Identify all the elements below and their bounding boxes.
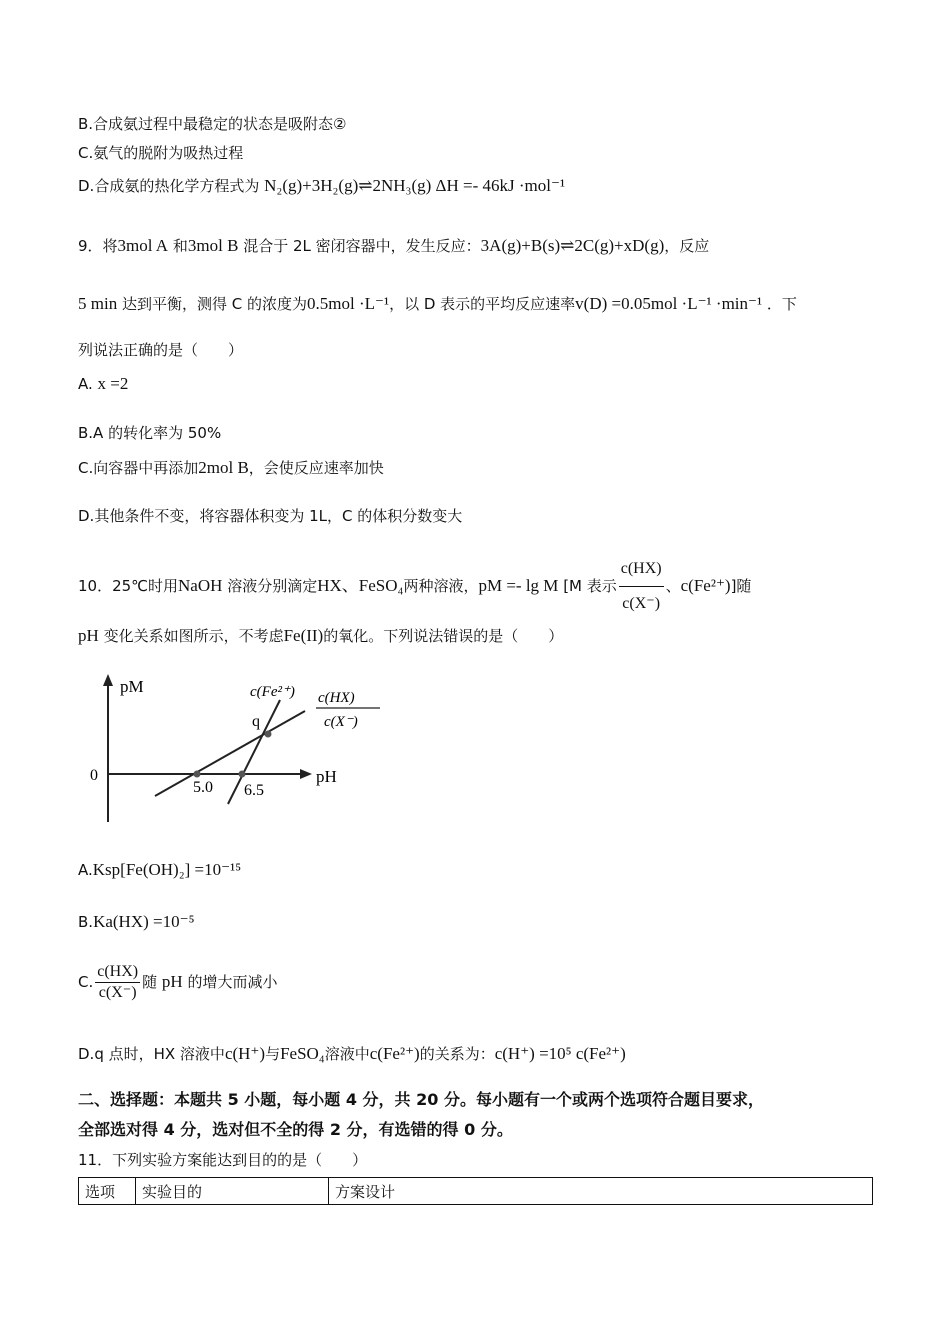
table-header-purpose: 实验目的: [136, 1178, 329, 1205]
tick-label: 5.0: [193, 779, 213, 796]
point-q-label: q: [252, 713, 260, 730]
q10-option-a-label: A.: [78, 861, 93, 879]
q10-option-d-relation: c(H⁺) =10⁵ c(Fe²⁺): [494, 1044, 626, 1063]
q9-stem-line3: 列说法正确的是（ ）: [78, 341, 244, 359]
y-axis-arrow: [103, 674, 113, 686]
section2-heading-line2: 全部选对得 4 分，选对但不全的得 2 分，有选错的得 0 分。: [78, 1120, 513, 1139]
intercept-point-5: [194, 771, 201, 778]
curve-fe-label: c(Fe²⁺): [250, 684, 295, 700]
intercept-point-6-5: [239, 771, 246, 778]
q8-option-b: B.合成氨过程中最稳定的状态是吸附态②: [78, 115, 347, 133]
q10-option-d-text: D.q 点时，HX 溶液中: [78, 1045, 225, 1063]
pm-ph-graph: [80, 670, 400, 830]
q10-option-b-label: B.: [78, 913, 94, 931]
q10-option-d-ch: c(H⁺): [224, 1044, 266, 1063]
tick-label: 6.5: [244, 782, 264, 799]
q8-option-d: [78, 176, 565, 196]
q10-option-d-feso4: FeSO₄: [280, 1044, 325, 1063]
q9-text: 达到平衡，测得 C 的浓度为: [121, 295, 307, 313]
q8-option-d-label: D.合成氨的热化学方程式为: [78, 177, 260, 195]
q10-option-a: [78, 860, 241, 880]
q10-text: 两种溶液，: [403, 577, 479, 595]
q10-option-d-text: 溶液中: [324, 1045, 370, 1063]
table-header-option: 选项: [79, 1178, 136, 1205]
q9-text: 和: [172, 237, 188, 255]
q9-amount-a: 3mol A: [117, 236, 169, 255]
q9-option-a: [78, 374, 128, 394]
q9-option-a-value: x =2: [97, 374, 129, 393]
q9-rate: v(D) =0.05mol ·L⁻¹ ·min⁻¹: [575, 294, 763, 313]
fraction-numerator: c(HX): [619, 552, 664, 587]
q10-text: 10．25℃时用: [78, 577, 179, 595]
q10-option-d-cfe: c(Fe²⁺): [369, 1044, 420, 1063]
q10-text: 、: [665, 577, 681, 595]
q8-option-d-equation: N₂(g)+3H₂(g)⇌2NH₃(g) ΔH =- 46kJ ·mol⁻¹: [264, 176, 566, 195]
q10-option-c-text: 随: [142, 973, 158, 991]
fraction-denominator: c(X⁻): [98, 984, 137, 1001]
q9-text: 混合于 2L 密闭容器中，发生反应：: [243, 237, 481, 255]
q9-time: 5 min: [78, 294, 118, 313]
q9-option-b: B.A 的转化率为 50%: [78, 424, 222, 442]
point-q: [265, 731, 272, 738]
q9-text: ，反应: [664, 237, 710, 255]
fraction-numerator: c(HX): [95, 962, 140, 983]
q10-text: ]随: [730, 577, 752, 595]
table-header-design: 方案设计: [329, 1178, 873, 1205]
fraction-denominator: c(X⁻): [622, 595, 661, 612]
q9-option-d: D.其他条件不变，将容器体积变为 1L，C 的体积分数变大: [78, 507, 463, 525]
q10-option-a-value: Ksp[Fe(OH)₂] =10⁻¹⁵: [92, 860, 242, 879]
curve-hx-denominator: c(X⁻): [324, 714, 358, 730]
q10-cfe: c(Fe²⁺): [680, 576, 731, 595]
q10-fe2: Fe(II): [283, 626, 324, 645]
q9-amount-b: 3mol B: [187, 236, 239, 255]
q9-stem-line2: [78, 294, 797, 314]
q10-solutes: HX、FeSO₄: [317, 576, 404, 595]
y-axis-label: pM: [120, 677, 144, 696]
q9-text: 9．将: [78, 237, 118, 255]
q9-option-a-label: A.: [78, 375, 93, 393]
q10-naoh: NaOH: [178, 576, 223, 595]
q9-equation: 3A(g)+B(s)⇌2C(g)+xD(g): [480, 236, 665, 255]
q10-option-c-ph: pH: [161, 972, 183, 991]
q10-stem-line1: [78, 552, 751, 621]
q9-text: ．下: [766, 295, 797, 313]
q9-stem-line1: [78, 236, 709, 256]
q10-ph: pH: [78, 626, 99, 645]
x-axis-arrow: [300, 769, 312, 779]
q10-text: [M 表示: [563, 577, 617, 595]
q9-option-c-label: C.向容器中再添加: [78, 459, 199, 477]
section2-heading-line1: 二、选择题：本题共 5 小题，每小题 4 分，共 20 分。每小题有一个或两个选项符合题目要求，: [78, 1090, 764, 1109]
curve-hx-numerator: c(HX): [318, 690, 355, 706]
q10-text: 溶液分别滴定: [227, 577, 318, 595]
hx-ratio-line: [155, 711, 305, 796]
q11-table: [78, 1177, 873, 1205]
q9-option-c-value: 2mol B: [198, 458, 249, 477]
q10-option-c-tail: 的增大而减小: [187, 973, 278, 991]
q10-text: 变化关系如图所示，不考虑: [103, 627, 284, 645]
q9-text: ，以 D 表示的平均反应速率: [389, 295, 576, 313]
q10-option-d: [78, 1044, 626, 1064]
q10-option-c: [78, 962, 278, 1003]
q10-stem-line2: [78, 626, 563, 646]
q10-option-c-fraction: [95, 962, 140, 1003]
origin-label: 0: [90, 767, 98, 784]
table-row: [79, 1178, 873, 1205]
q10-option-d-text: 与: [265, 1045, 281, 1063]
q10-option-c-label: C.: [78, 973, 94, 991]
x-axis-label: pH: [316, 767, 337, 786]
q10-option-b: [78, 912, 195, 932]
q10-option-d-text: 的关系为：: [419, 1045, 495, 1063]
q9-option-c-tail: ，会使反应速率加快: [248, 459, 384, 477]
q10-pm-def: pM =- lg M: [478, 576, 559, 595]
q10-ratio-fraction: [619, 552, 664, 621]
q9-option-c: [78, 458, 384, 478]
q11-stem: 11．下列实验方案能达到目的的是（ ）: [78, 1151, 368, 1169]
q10-text: 的氧化。下列说法错误的是（ ）: [323, 627, 564, 645]
q10-option-b-value: Ka(HX) =10⁻⁵: [93, 912, 195, 931]
q8-option-c: C.氨气的脱附为吸热过程: [78, 144, 244, 162]
q9-concentration: 0.5mol ·L⁻¹: [307, 294, 390, 313]
